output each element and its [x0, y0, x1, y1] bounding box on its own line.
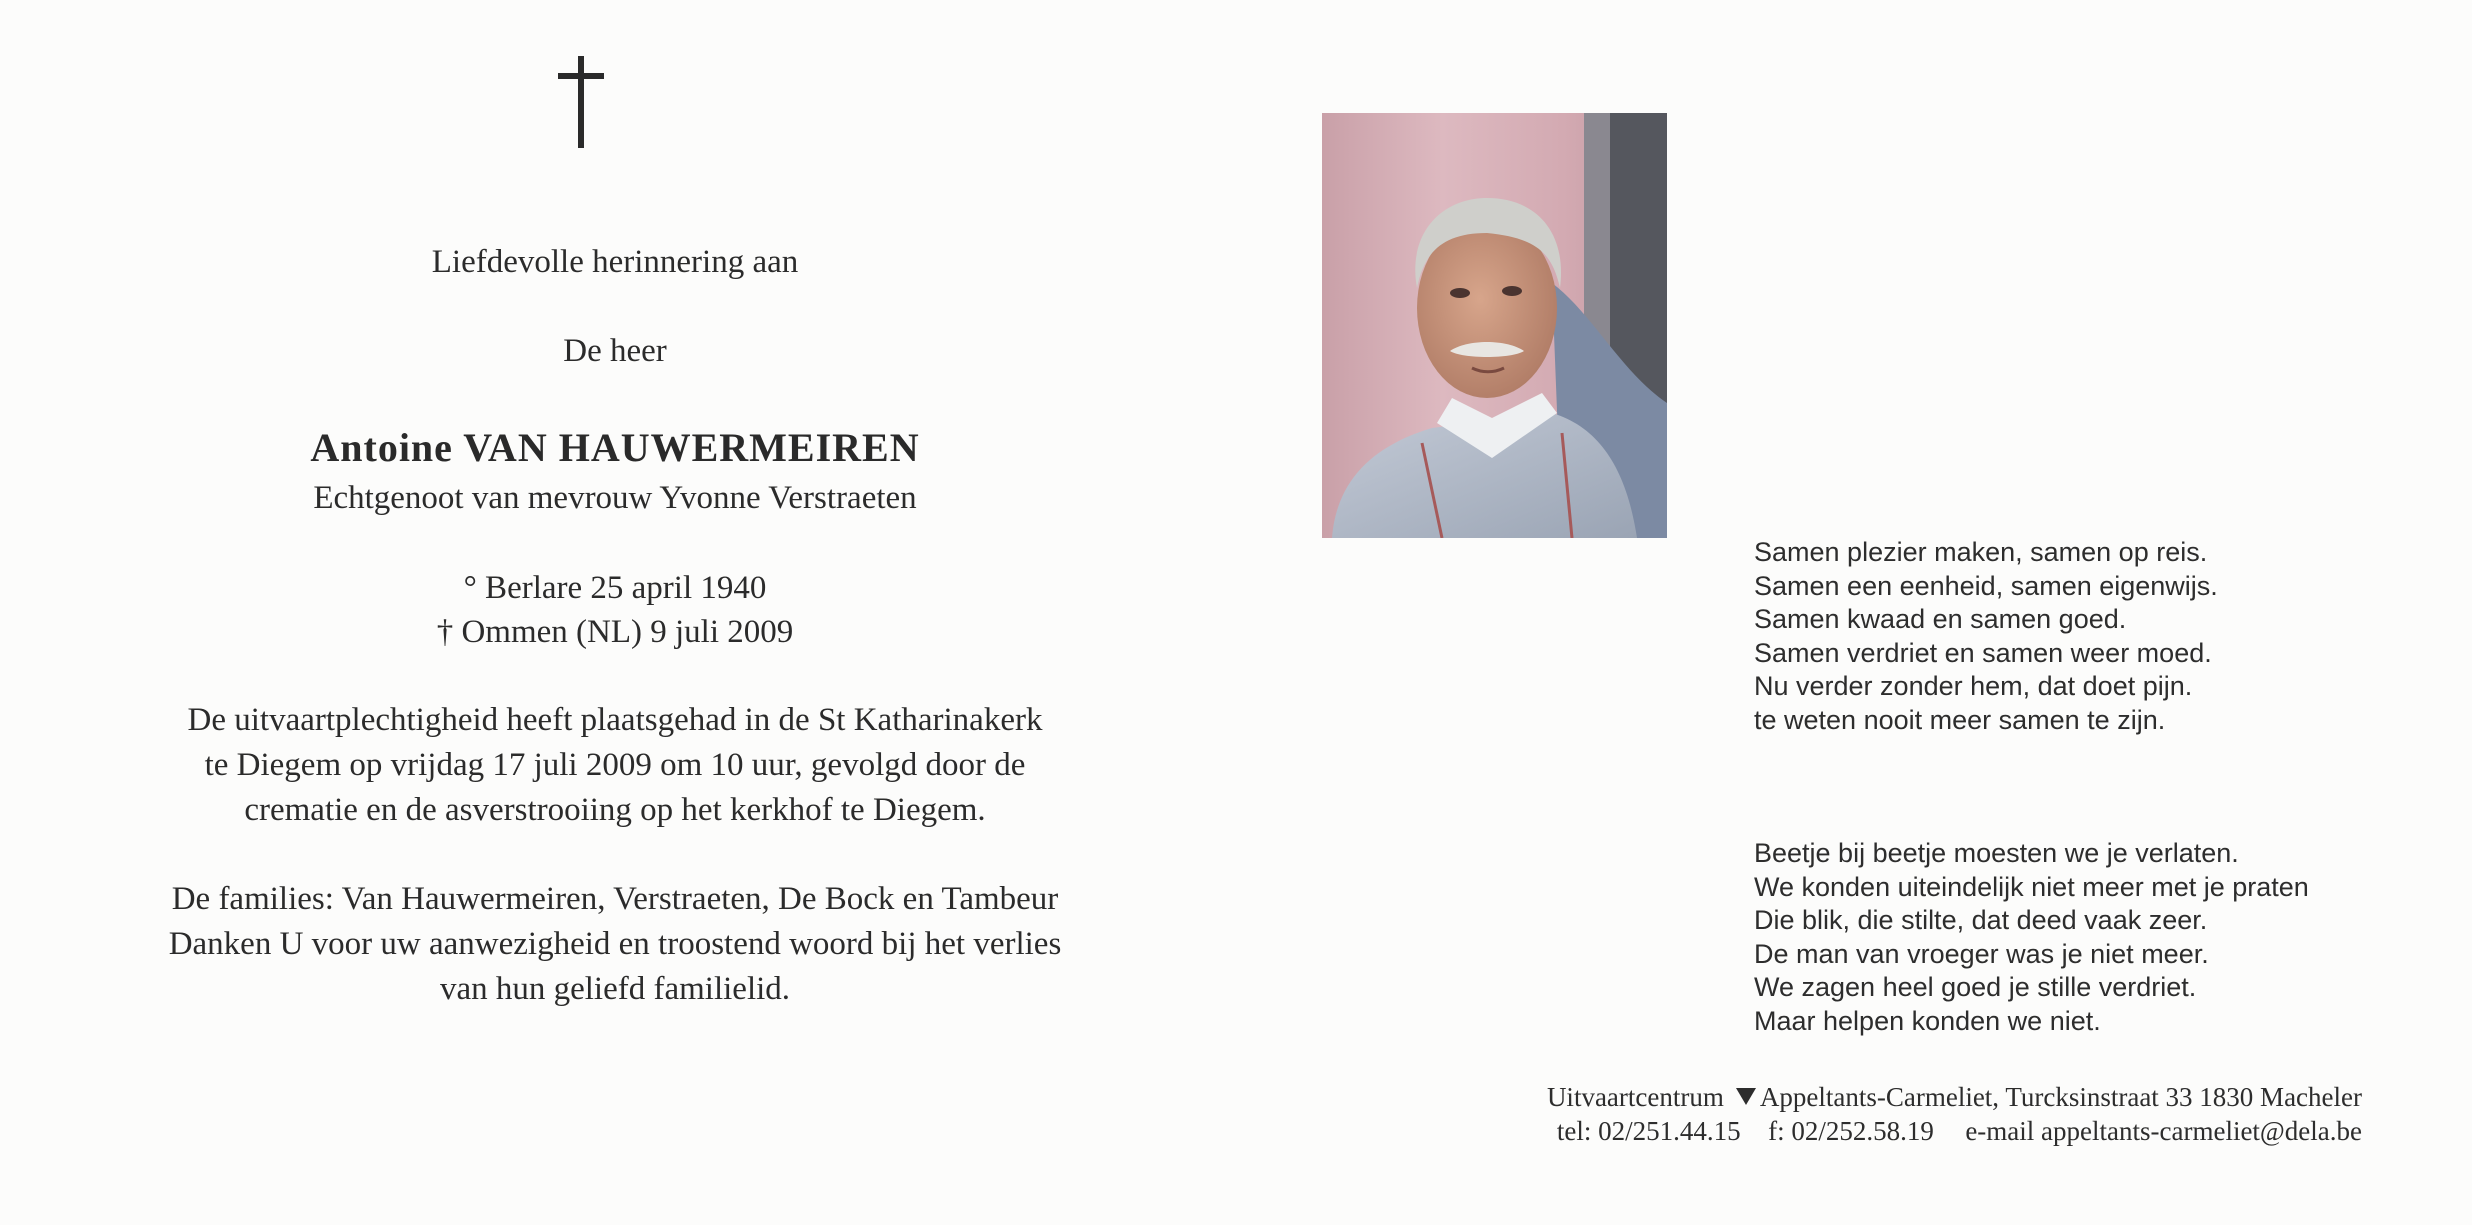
poem-line: We zagen heel goed je stille verdriet. [1754, 972, 2197, 1002]
poem-line: Maar helpen konden we niet. [1754, 1005, 2101, 1036]
poem-line: te weten nooit meer samen te zijn. [1754, 704, 2166, 735]
fax-number: f: 02/252.58.19 [1768, 1116, 1934, 1146]
deceased-name: Antoine VAN HAUWERMEIREN [310, 425, 920, 470]
poem-line: Samen een eenheid, samen eigenwijs. [1754, 570, 2218, 601]
poem-line: We konden uiteindelijk niet meer met je praten [1754, 871, 2309, 902]
poem-line: Samen verdriet en samen weer moed. [1754, 637, 2212, 668]
poem-line: Die blik, die stilte, dat deed vaak zeer. [1754, 905, 2208, 935]
born-line: ° Berlare 25 april 1940 [463, 570, 767, 606]
poem-line: Samen kwaad en samen goed. [1754, 604, 2127, 634]
thanks-line: Danken U voor uw aanwezigheid en troostend woord bij het verlies [168, 926, 1062, 962]
salutation: De heer [563, 333, 667, 369]
poem-second-stanza [1754, 837, 2309, 1038]
poem-line: Nu verder zonder hem, dat doet pijn. [1754, 671, 2193, 701]
funeral-home-name: Appeltants-Carmeliet, Turcksinstraat 33 1830 Macheler [1759, 1082, 2362, 1112]
email-address: e-mail appeltants-carmeliet@dela.be [1965, 1116, 2362, 1146]
funeral-line: te Diegem op vrijdag 17 juli 2009 om 10 uur, gevolgd door de [204, 747, 1026, 783]
portrait-photo [1322, 113, 1667, 538]
spouse-line: Echtgenoot van mevrouw Yvonne Verstraeten [313, 480, 917, 516]
poem-line: Samen plezier maken, samen op reis. [1754, 537, 2208, 567]
thanks-line: van hun geliefd familielid. [439, 971, 791, 1007]
funeral-line: De uitvaartplechtigheid heeft plaatsgehad in de St Katharinakerk [187, 702, 1043, 738]
phone-number: tel: 02/251.44.15 [1556, 1116, 1741, 1146]
poem-line: Beetje bij beetje moesten we je verlaten. [1754, 838, 2239, 868]
poem-first-stanza [1754, 536, 2218, 737]
died-line: † Ommen (NL) 9 juli 2009 [436, 614, 794, 650]
cross-icon [558, 56, 604, 148]
poem-line: De man van vroeger was je niet meer. [1754, 938, 2209, 969]
funeral-line: crematie en de asverstrooiing op het kerkhof te Diegem. [244, 792, 986, 828]
thanks-line: De families: Van Hauwermeiren, Verstraeten, De Bock en Tambeur [171, 881, 1059, 917]
triangle-logo-icon [1736, 1088, 1756, 1105]
funeral-home-line [1547, 1082, 2362, 1113]
funeral-home-label: Uitvaartcentrum [1546, 1082, 1724, 1112]
funeral-home-contact [1557, 1116, 2362, 1147]
intro-line: Liefdevolle herinnering aan [431, 244, 799, 280]
